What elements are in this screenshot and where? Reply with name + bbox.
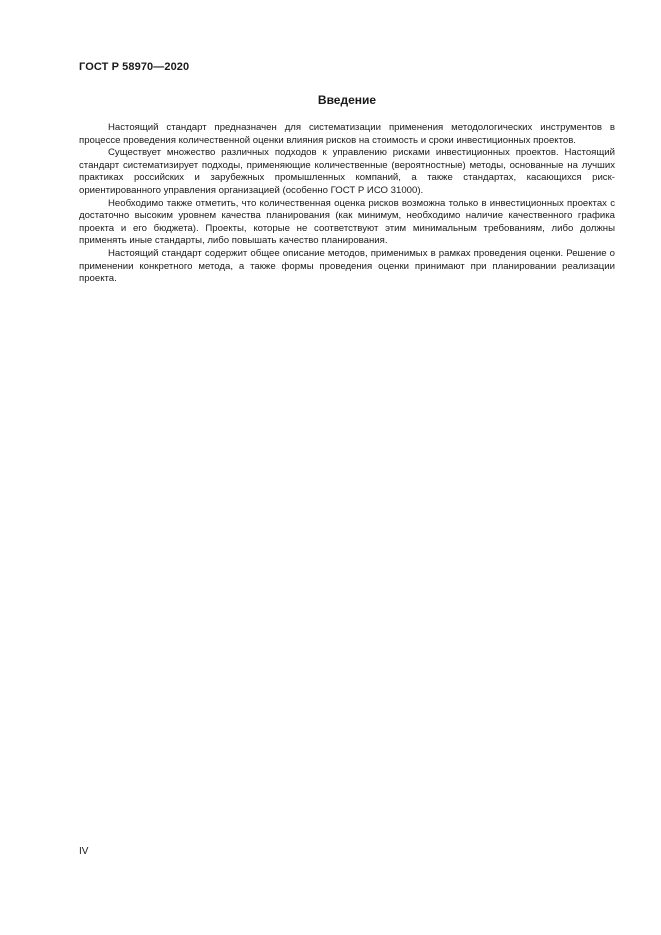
section-title: Введение <box>317 93 377 107</box>
paragraph: Необходимо также отметить, что количественная оценка рисков возможна только в инвестиционных проектах с достаточно высоким уровнем качества планирования (как минимум, необходимо наличие качественного графика проекта и его бюджета). Проекты, которые не соответствуют этим минимальным требованиям, либо должны применять иные стандарты, либо повышать качество планирования. <box>79 197 615 247</box>
paragraph: Настоящий стандарт содержит общее описание методов, применимых в рамках проведения оценки. Решение о применении конкретного метода, а также формы проведения оценки принимают при планировании реализации проекта. <box>79 247 615 285</box>
paragraph: Настоящий стандарт предназначен для систематизации применения методологических инструментов в процессе проведения количественной оценки влияния рисков на стоимость и сроки инвестиционных проектов. <box>79 122 615 146</box>
page-number: IV <box>79 846 89 857</box>
introduction-body <box>79 122 615 286</box>
paragraph: Существует множество различных подходов к управлению рисками инвестиционных проектов. Настоящий стандарт систематизирует подходы, применяющие количественные (вероятностные) методы, основанные на лучших практиках российских и зарубежных промышленных компаний, а также стандартах, касающихся риск-ориентированного управления организацией (особенно ГОСТ Р ИСО 31000). <box>79 147 615 196</box>
standard-id-header: ГОСТ Р 58970—2020 <box>79 61 190 73</box>
